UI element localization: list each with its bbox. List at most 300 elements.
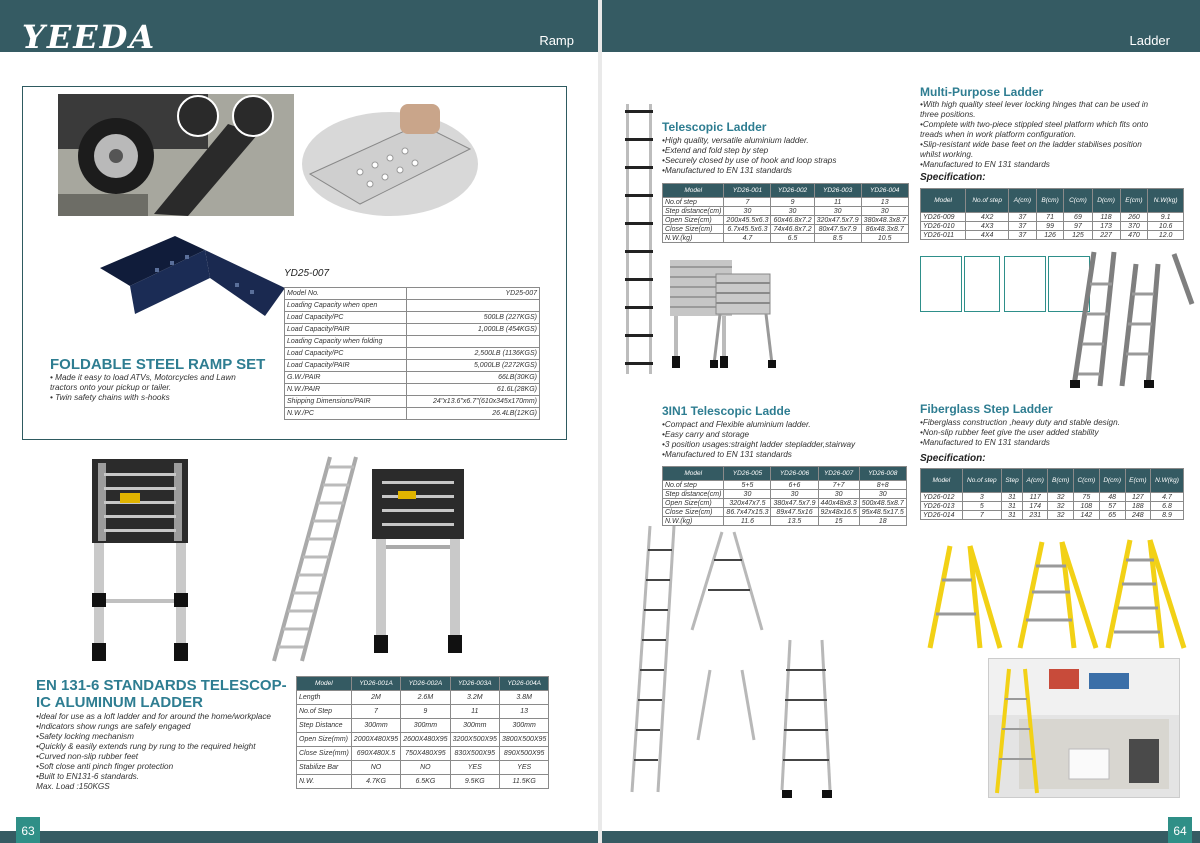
table-cell: YD26-012 <box>921 493 963 502</box>
bullet-item: •With high quality steel lever locking hinges that can be used in <box>920 100 1149 109</box>
table-cell: 3.2M <box>450 691 499 705</box>
table-header-cell: Model <box>663 467 724 481</box>
table-header-cell: C(cm) <box>1064 189 1092 213</box>
bullet-item: •Manufactured to EN 131 standards <box>662 166 792 175</box>
bullet-item: •Slip-resistant wide base feet on the ladder stabilises position <box>920 140 1142 149</box>
table-cell: Load Capacity/PAIR <box>285 360 407 372</box>
table-header-cell: Step <box>1002 469 1023 493</box>
table-cell: NO <box>401 761 450 775</box>
table-cell: 30 <box>724 207 771 216</box>
table-cell: 30 <box>814 207 861 216</box>
table-cell: 99 <box>1036 222 1064 231</box>
table-cell: 65 <box>1099 511 1125 520</box>
table-cell: 11 <box>814 198 861 207</box>
table-cell: 11.5KG <box>499 775 548 789</box>
multi-purpose-ladder-title: Multi-Purpose Ladder <box>920 85 1044 99</box>
table-cell: 4X4 <box>966 231 1009 240</box>
table-row <box>285 372 540 384</box>
table-cell: 11.6 <box>724 517 771 526</box>
table-cell: 13 <box>861 198 908 207</box>
table-cell: 370 <box>1120 222 1148 231</box>
table-cell: 127 <box>1125 493 1150 502</box>
table-cell: 500x48.5x8.7 <box>859 499 906 508</box>
table-cell: 30 <box>771 207 814 216</box>
table-cell: 300mm <box>401 719 450 733</box>
table-row <box>663 225 909 234</box>
bullet-item: •Easy carry and storage <box>662 430 750 439</box>
table-header-cell: D(cm) <box>1092 189 1120 213</box>
table-cell: 75 <box>1073 493 1099 502</box>
table-row <box>663 207 909 216</box>
bullet-item: •Manufactured to EN 131 standards <box>920 160 1050 169</box>
table-cell: 6.8 <box>1151 502 1184 511</box>
table-header-cell: YD26-001A <box>351 677 400 691</box>
table-row <box>297 705 549 719</box>
table-cell: 4.7KG <box>351 775 400 789</box>
table-header-cell: YD26-006 <box>771 467 818 481</box>
table-cell: No.of step <box>663 198 724 207</box>
multi-config-photo-2 <box>964 256 1000 312</box>
table-row <box>285 324 540 336</box>
bullet-item: •Manufactured to EN 131 standards <box>920 438 1050 447</box>
table-row <box>921 222 1184 231</box>
en131-spec-table <box>296 676 549 789</box>
table-row <box>285 348 540 360</box>
table-cell: 8.9 <box>1151 511 1184 520</box>
page-number: 63 <box>16 817 40 843</box>
bullet-item: Max. Load :150KGS <box>36 782 110 791</box>
bullet-item: three positions. <box>920 110 976 119</box>
page-left <box>0 0 598 843</box>
multi-purpose-ladder-bullets <box>920 100 1190 170</box>
table-cell: 470 <box>1120 231 1148 240</box>
table-cell: YD26-011 <box>921 231 966 240</box>
table-cell: 69 <box>1064 213 1092 222</box>
table-cell: 200x45.5x6.3 <box>724 216 771 225</box>
table-row <box>285 288 540 300</box>
table-header-cell: E(cm) <box>1120 189 1148 213</box>
multi-config-photo-3 <box>1004 256 1046 312</box>
table-cell: 15 <box>818 517 859 526</box>
bullet-item: treads when in work platform configuration. <box>920 130 1077 139</box>
footer-bar <box>602 831 1200 843</box>
table-cell: 60x46.8x7.2 <box>771 216 814 225</box>
table-cell: 48 <box>1099 493 1125 502</box>
table-cell: YD26-010 <box>921 222 966 231</box>
table-header-cell: YD26-005 <box>724 467 771 481</box>
table-row <box>285 384 540 396</box>
table-row <box>285 300 540 312</box>
ramp-model-code: YD25-007 <box>284 268 330 279</box>
table-cell: 188 <box>1125 502 1150 511</box>
table-header-cell: YD26-004 <box>861 184 908 198</box>
table-cell <box>407 300 540 312</box>
table-cell: 89x47.5x16 <box>771 508 818 517</box>
table-cell: 4X3 <box>966 222 1009 231</box>
table-row <box>285 312 540 324</box>
table-header-cell: YD26-002 <box>771 184 814 198</box>
fiberglass-spec-table <box>920 468 1184 520</box>
table-cell: Loading Capacity when folding <box>285 336 407 348</box>
table-cell: YES <box>450 761 499 775</box>
ramp-photo-folded <box>95 228 290 320</box>
table-cell: 2.6M <box>401 691 450 705</box>
telescopic-ladder-spec-table <box>662 183 909 243</box>
table-header-cell: Model <box>921 189 966 213</box>
table-cell: 86.7x47x15.3 <box>724 508 771 517</box>
table-row <box>297 761 549 775</box>
table-cell: 57 <box>1099 502 1125 511</box>
table-cell: N.W.(kg) <box>663 517 724 526</box>
table-cell: 37 <box>1009 231 1037 240</box>
page-right <box>602 0 1200 843</box>
table-cell: 31 <box>1002 511 1023 520</box>
table-cell: Load Capacity/PAIR <box>285 324 407 336</box>
table-cell: Close Size(cm) <box>663 225 724 234</box>
table-cell: 12.0 <box>1148 231 1184 240</box>
en131-title-line1: EN 131-6 STANDARDS TELESCOP- <box>36 677 287 694</box>
table-cell <box>407 336 540 348</box>
table-cell: 5+5 <box>724 481 771 490</box>
table-cell: 30 <box>724 490 771 499</box>
bullet-item: •Non-slip rubber feet give the user added stability <box>920 428 1099 437</box>
table-header-cell: B(cm) <box>1048 469 1073 493</box>
table-cell: G.W./PAIR <box>285 372 407 384</box>
bullet-item: • Twin safety chains with s-hooks <box>50 393 170 402</box>
table-header-cell: N.W(kg) <box>1148 189 1184 213</box>
ladder-photo-2 <box>268 453 360 665</box>
table-row <box>921 231 1184 240</box>
table-cell: 320x47.5x7.9 <box>814 216 861 225</box>
multi-config-photo-1 <box>920 256 962 312</box>
table-cell: 37 <box>1009 222 1037 231</box>
table-row <box>921 493 1184 502</box>
table-header-cell: YD26-008 <box>859 467 906 481</box>
fiberglass-spec-label: Specification: <box>920 453 986 464</box>
bullet-item: whilst working. <box>920 150 974 159</box>
ramp-photo-car <box>58 94 294 216</box>
table-row <box>663 481 907 490</box>
multi-purpose-spec-table <box>920 188 1184 240</box>
table-cell: Loading Capacity when open <box>285 300 407 312</box>
table-header-row <box>663 184 909 198</box>
bullet-item: •Securely closed by use of hook and loop straps <box>662 156 837 165</box>
table-cell: 440x48x8.3 <box>818 499 859 508</box>
table-cell: Close Size(mm) <box>297 747 352 761</box>
multi-purpose-ladder-photo <box>1064 244 1196 392</box>
header-bar <box>0 0 598 56</box>
table-cell: 74x46.8x7.2 <box>771 225 814 234</box>
table-header-cell: Model <box>921 469 963 493</box>
bullet-item: tractors onto your pickup or tailer. <box>50 383 172 392</box>
table-row <box>921 213 1184 222</box>
table-header-cell: Model <box>297 677 352 691</box>
bullet-item: •Complete with two-piece stippled steel platform which fits onto <box>920 120 1149 129</box>
table-cell: 71 <box>1036 213 1064 222</box>
telescopic-ladder-tall-photo <box>622 100 656 378</box>
table-cell: YD26-013 <box>921 502 963 511</box>
3in1-ladder-photos <box>622 520 892 800</box>
table-header-cell: D(cm) <box>1099 469 1125 493</box>
table-cell: 9.5KG <box>450 775 499 789</box>
bullet-item: •Soft close anti pinch finger protection <box>36 762 174 771</box>
bullet-item: •3 position usages:straight ladder stepladder,stairway <box>662 440 856 449</box>
table-cell: YES <box>499 761 548 775</box>
table-cell: 6.7x45.5x6.3 <box>724 225 771 234</box>
table-header-row <box>663 467 907 481</box>
footer-bar <box>0 831 598 843</box>
table-cell: 95x48.5x17.5 <box>859 508 906 517</box>
table-header-cell: No.of step <box>966 189 1009 213</box>
table-cell: 30 <box>818 490 859 499</box>
bullet-item: •Ideal for use as a loft ladder and for around the home/workplace <box>36 712 271 721</box>
table-header-cell: Model <box>663 184 724 198</box>
multi-purpose-spec-label: Specification: <box>920 172 986 183</box>
table-cell: YD26-014 <box>921 511 963 520</box>
ladder-photo-3 <box>368 465 468 657</box>
section-title: Ramp <box>539 33 574 48</box>
table-cell: 32 <box>1048 493 1073 502</box>
table-row <box>921 502 1184 511</box>
bullet-item: •Curved non-slip rubber feet <box>36 752 139 761</box>
ramp-bullets <box>50 373 280 403</box>
table-row <box>297 747 549 761</box>
table-cell: 5,000LB (2272KGS) <box>407 360 540 372</box>
table-row <box>663 198 909 207</box>
table-row <box>663 490 907 499</box>
table-cell: 7 <box>962 511 1001 520</box>
table-cell: 248 <box>1125 511 1150 520</box>
fiberglass-ladder-title: Fiberglass Step Ladder <box>920 402 1053 416</box>
table-cell: Open Size(mm) <box>297 733 352 747</box>
table-cell: Step distance(cm) <box>663 207 724 216</box>
table-cell: 117 <box>1022 493 1047 502</box>
bullet-item: •High quality, versatile aluminium ladder. <box>662 136 809 145</box>
bullet-item: •Built to EN131-6 standards. <box>36 772 139 781</box>
table-row <box>285 360 540 372</box>
table-cell: 126 <box>1036 231 1064 240</box>
table-cell: 3800X500X95 <box>499 733 548 747</box>
table-header-row <box>297 677 549 691</box>
table-cell: Close Size(cm) <box>663 508 724 517</box>
table-cell: 750X480X95 <box>401 747 450 761</box>
table-cell: 320x47x7.5 <box>724 499 771 508</box>
table-row <box>297 733 549 747</box>
table-cell: 92x48x16.5 <box>818 508 859 517</box>
table-row <box>285 396 540 408</box>
table-header-cell: No.of step <box>962 469 1001 493</box>
fiberglass-ladder-bullets <box>920 418 1190 448</box>
table-cell: 4.7 <box>1151 493 1184 502</box>
table-cell: 5 <box>962 502 1001 511</box>
en131-title-line2: IC ALUMINUM LADDER <box>36 694 203 711</box>
table-cell: 9 <box>401 705 450 719</box>
table-cell: Open Size(cm) <box>663 499 724 508</box>
table-header-cell: YD26-004A <box>499 677 548 691</box>
table-cell: 26.4LB(12KG) <box>407 408 540 420</box>
table-cell: YD26-009 <box>921 213 966 222</box>
table-cell: 6.5 <box>771 234 814 243</box>
table-cell: Shipping Dimensions/PAIR <box>285 396 407 408</box>
table-header-cell: E(cm) <box>1125 469 1150 493</box>
table-header-cell: YD26-003A <box>450 677 499 691</box>
table-cell: 174 <box>1022 502 1047 511</box>
table-row <box>663 499 907 508</box>
bullet-item: •Extend and fold step by step <box>662 146 769 155</box>
table-cell: Step Distance <box>297 719 352 733</box>
table-cell: 8+8 <box>859 481 906 490</box>
table-header-cell: YD26-001 <box>724 184 771 198</box>
section-title: Ladder <box>1129 33 1170 48</box>
table-cell: 3.8M <box>499 691 548 705</box>
table-cell: 3200X500X95 <box>450 733 499 747</box>
table-cell: N.W.(kg) <box>663 234 724 243</box>
table-row <box>285 336 540 348</box>
table-header-cell: C(cm) <box>1073 469 1099 493</box>
table-header-row <box>921 469 1184 493</box>
table-cell: N.W./PAIR <box>285 384 407 396</box>
table-cell: 86x48.3x8.7 <box>861 225 908 234</box>
table-row <box>663 216 909 225</box>
table-row <box>663 508 907 517</box>
3in1-ladder-title: 3IN1 Telescopic Ladde <box>662 404 791 418</box>
table-cell: N.W./PC <box>285 408 407 420</box>
table-cell: YD25-007 <box>407 288 540 300</box>
table-header-cell: B(cm) <box>1036 189 1064 213</box>
fiberglass-ladder-photos <box>920 536 1190 654</box>
table-cell: 380x47.5x7.9 <box>771 499 818 508</box>
table-cell: 11 <box>450 705 499 719</box>
page-number: 64 <box>1168 817 1192 843</box>
table-row <box>663 234 909 243</box>
table-cell: 231 <box>1022 511 1047 520</box>
bullet-item: •Manufactured to EN 131 standards <box>662 450 792 459</box>
table-cell: Open Size(cm) <box>663 216 724 225</box>
table-cell: 6.5KG <box>401 775 450 789</box>
table-cell: 8.5 <box>814 234 861 243</box>
table-cell: 30 <box>859 490 906 499</box>
table-cell: 830X500X95 <box>450 747 499 761</box>
table-cell: 61.6L(28KG) <box>407 384 540 396</box>
table-cell: 10.5 <box>861 234 908 243</box>
table-cell: Load Capacity/PC <box>285 348 407 360</box>
table-cell: 380x48.3x8.7 <box>861 216 908 225</box>
table-cell: 18 <box>859 517 906 526</box>
fiberglass-garage-photo <box>988 658 1180 798</box>
table-cell: 690X480X.5 <box>351 747 400 761</box>
table-cell: 118 <box>1092 213 1120 222</box>
table-cell: N.W. <box>297 775 352 789</box>
table-row <box>921 511 1184 520</box>
table-cell: 30 <box>861 207 908 216</box>
table-cell: 80x47.5x7.9 <box>814 225 861 234</box>
table-cell: 7 <box>351 705 400 719</box>
table-header-cell: YD26-002A <box>401 677 450 691</box>
table-cell: 24"x13.6"x6.7"(610x345x170mm) <box>407 396 540 408</box>
table-row <box>297 775 549 789</box>
table-cell: No.of step <box>663 481 724 490</box>
table-cell: 9.1 <box>1148 213 1184 222</box>
table-cell: 7+7 <box>818 481 859 490</box>
table-cell: Length <box>297 691 352 705</box>
ramp-spec-table <box>284 287 540 420</box>
table-cell: 125 <box>1064 231 1092 240</box>
table-cell: 2600X480X95 <box>401 733 450 747</box>
bullet-item: •Compact and Flexible aluminium ladder. <box>662 420 811 429</box>
table-cell: 300mm <box>499 719 548 733</box>
table-header-cell: YD26-003 <box>814 184 861 198</box>
telescopic-ladder-bullets <box>662 136 912 176</box>
table-row <box>285 408 540 420</box>
table-cell: 31 <box>1002 493 1023 502</box>
table-cell: 4X2 <box>966 213 1009 222</box>
ramp-photo-carry <box>300 94 500 216</box>
bullet-item: • Made it easy to load ATVs, Motorcycles and Lawn <box>50 373 236 382</box>
telescopic-ladder-title: Telescopic Ladder <box>662 120 767 134</box>
table-cell: 142 <box>1073 511 1099 520</box>
telescopic-ladder-photo-3 <box>710 270 776 370</box>
header-bar <box>602 0 1200 52</box>
table-cell: 500LB (227KGS) <box>407 312 540 324</box>
en131-bullets <box>36 712 296 792</box>
ramp-title: FOLDABLE STEEL RAMP SET <box>50 356 266 373</box>
table-cell: 10.6 <box>1148 222 1184 231</box>
table-cell: 173 <box>1092 222 1120 231</box>
table-header-cell: A(cm) <box>1022 469 1047 493</box>
table-cell: Step distance(cm) <box>663 490 724 499</box>
table-header-cell: N.W(kg) <box>1151 469 1184 493</box>
table-cell: 1,000LB (454KGS) <box>407 324 540 336</box>
3in1-ladder-spec-table <box>662 466 907 526</box>
table-cell: 32 <box>1048 511 1073 520</box>
table-cell: 7 <box>724 198 771 207</box>
table-row <box>297 691 549 705</box>
table-cell: Load Capacity/PC <box>285 312 407 324</box>
table-cell: 66LB(30KG) <box>407 372 540 384</box>
bullet-item: •Fiberglass construction ,heavy duty and stable design. <box>920 418 1120 427</box>
table-cell: 4.7 <box>724 234 771 243</box>
table-cell: 2,500LB (1136KGS) <box>407 348 540 360</box>
brand-logo: YEEDA <box>22 18 157 56</box>
table-cell: Model No. <box>285 288 407 300</box>
table-cell: 9 <box>771 198 814 207</box>
table-cell: 30 <box>771 490 818 499</box>
bullet-item: •Quickly & easily extends rung by rung to the required height <box>36 742 256 751</box>
table-cell: 108 <box>1073 502 1099 511</box>
table-cell: 300mm <box>351 719 400 733</box>
table-cell: 300mm <box>450 719 499 733</box>
table-cell: 227 <box>1092 231 1120 240</box>
table-cell: No.of Step <box>297 705 352 719</box>
table-cell: 890X500X95 <box>499 747 548 761</box>
table-cell: 97 <box>1064 222 1092 231</box>
table-header-cell: YD26-007 <box>818 467 859 481</box>
table-cell: 37 <box>1009 213 1037 222</box>
ladder-photo-1 <box>80 453 200 665</box>
table-cell: 3 <box>962 493 1001 502</box>
table-cell: NO <box>351 761 400 775</box>
table-cell: 2M <box>351 691 400 705</box>
table-header-row <box>921 189 1184 213</box>
table-cell: 13.5 <box>771 517 818 526</box>
table-cell: Stabilize Bar <box>297 761 352 775</box>
table-cell: 2000X480X95 <box>351 733 400 747</box>
table-cell: 13 <box>499 705 548 719</box>
table-row <box>297 719 549 733</box>
bullet-item: •Indicators show rungs are safely engaged <box>36 722 191 731</box>
3in1-ladder-bullets <box>662 420 912 460</box>
bullet-item: •Safety locking mechanism <box>36 732 134 741</box>
